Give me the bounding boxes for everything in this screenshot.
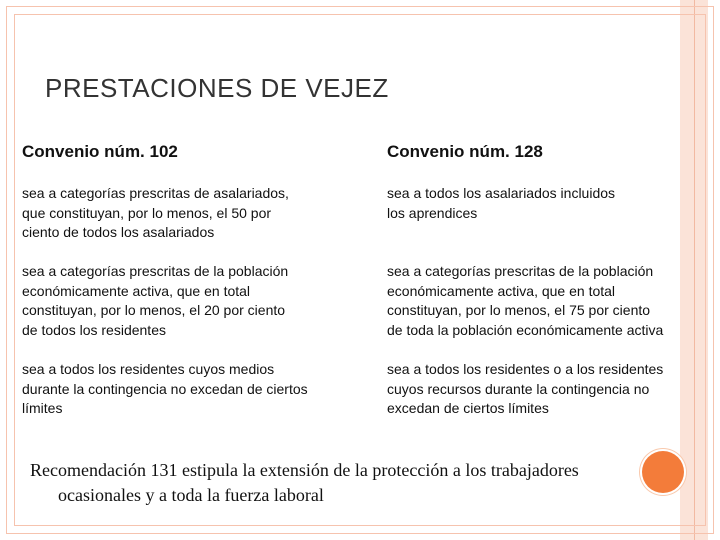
decorative-orange-circle-icon <box>642 451 684 493</box>
column-header-convenio-102: Convenio núm. 102 <box>22 142 178 161</box>
recommendation-line-2: ocasionales y a toda la fuerza laboral <box>58 485 324 505</box>
table-cell-row2-col2: sea a categorías prescritas de la población económicamente activa, que en total constituyan, por lo menos, el 75 por ciento de toda la población económicamente activa <box>387 263 664 338</box>
table-cell-row3-col1: sea a todos los residentes cuyos medios durante la contingencia no excedan de ciertos límites <box>22 361 308 416</box>
column-header-convenio-128: Convenio núm. 128 <box>387 142 543 161</box>
table-cell-row3-col2: sea a todos los residentes o a los residentes cuyos recursos durante la contingencia no excedan de ciertos límites <box>387 361 664 416</box>
recommendation-line-1: Recomendación 131 estipula la extensión de la protección a los trabajadores <box>30 460 579 480</box>
table-cell-row1-col2: sea a todos los asalariados incluidos los aprendices <box>387 185 616 221</box>
table-cell-row1-col1: sea a categorías prescritas de asalariados, que constituyan, por lo menos, el 50 por ciento de todos los asalariados <box>22 185 289 240</box>
table-cell-row2-col1: sea a categorías prescritas de la población económicamente activa, que en total constituyan, por lo menos, el 20 por ciento de todos los residentes <box>22 263 289 338</box>
recommendation-text <box>2 458 650 508</box>
slide-title: PRESTACIONES DE VEJEZ <box>45 73 389 103</box>
